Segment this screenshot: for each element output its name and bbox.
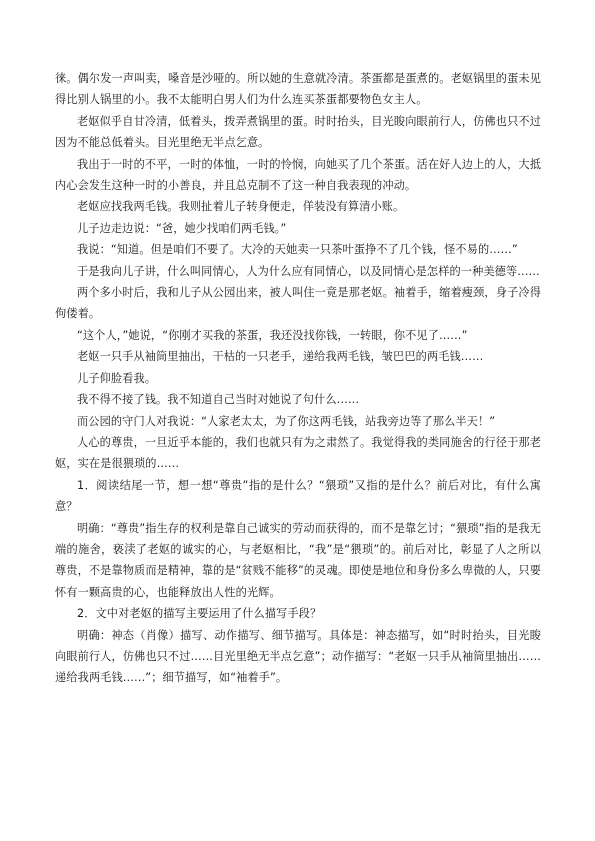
paragraph-8: 两个多小时后，我和儿子从公园出来，被人叫住一竟是那老妪。袖着手，缩着瘦颈，身子冷得佝偻着。 bbox=[55, 286, 541, 321]
paragraph-6: 我说：“知道。但是咱们不要了。大冷的天她卖一只茶叶蛋挣不了几个钱，怪不易的……” bbox=[77, 243, 518, 257]
answer-1: 明确：“尊贵”指生存的权利是靠自己诚实的劳动而获得的，而不是靠乞讨；“猥琐”指的是我无端的施舍，亵渎了老妪的诚实的心，与老妪相比，“我”是“猥琐”的。前后对比，彰显了人之所以尊贵，不是靠物质而是精神，靠的是“贫贱不能移”的灵魂。即使是地位和身份多么卑微的人，只要怀有一颗高贵的心，也能释放出人性的光辉。 bbox=[55, 521, 541, 599]
paragraph-1: 徕。偶尔发一声叫卖，嗓音是沙哑的。所以她的生意就冷清。茶蛋都是蛋煮的。老妪锅里的蛋未见得比别人锅里的小。我不太能明白男人们为什么连买茶蛋都要物色女主人。 bbox=[55, 72, 541, 107]
paragraph-4: 老妪应找我两毛钱。我则扯着儿子转身便走，佯装没有算清小账。 bbox=[77, 200, 405, 214]
article-body bbox=[55, 68, 541, 689]
paragraph-12: 我不得不接了钱。我不知道自己当时对她说了句什么…… bbox=[77, 393, 360, 407]
paragraph-3: 我出于一时的不平，一时的体恤，一时的怜悯，向她买了几个茶蛋。活在好人边上的人，大抵内心会发生这种一时的小善良，并且总克制不了这一种自我表现的冲动。 bbox=[55, 157, 541, 193]
question-2: 2．文中对老妪的描写主要运用了什么描写手段？ bbox=[77, 607, 322, 621]
paragraph-5: 儿子边走边说：“爸，她少找咱们两毛钱。” bbox=[77, 221, 287, 235]
paragraph-14: 人心的尊贵，一旦近乎本能的，我们也就只有为之肃然了。我觉得我的类同施舍的行径于那老妪，实在是很猥琐的…… bbox=[55, 435, 541, 471]
paragraph-9: “这个人，”她说，“你刚才买我的茶蛋，我还没找你钱，一转眼，你不见了……” bbox=[77, 328, 468, 342]
paragraph-2: 老妪似乎自甘冷清，低着头，拨弄煮锅里的蛋。时时抬头，目光睃向眼前行人，仿佛也只不过因为不能总低着头。目光里绝无半点乞意。 bbox=[55, 114, 541, 150]
paragraph-13: 而公园的守门人对我说：“人家老太太，为了你这两毛钱，站我旁边等了那么半天！” bbox=[77, 414, 496, 428]
answer-2: 明确：神态（肖像）描写、动作描写、细节描写。具体是：神态描写，如“时时抬头，目光睃向眼前行人，仿佛也只不过……目光里绝无半点乞意”；动作描写：“老妪一只手从袖筒里抽出……递给我两毛钱……”；细节描写，如“袖着手”。 bbox=[55, 628, 541, 685]
question-1: 1．阅读结尾一节，想一想“尊贵”指的是什么？“猥琐”又指的是什么？前后对比，有什么寓意？ bbox=[55, 478, 541, 514]
paragraph-7: 于是我向儿子讲，什么叫同情心，人为什么应有同情心，以及同情心是怎样的一种美德等…… bbox=[77, 264, 540, 278]
paragraph-10: 老妪一只手从袖筒里抽出，干枯的一只老手，递给我两毛钱，皱巴巴的两毛钱…… bbox=[77, 350, 484, 364]
paragraph-11: 儿子仰脸看我。 bbox=[77, 371, 157, 385]
